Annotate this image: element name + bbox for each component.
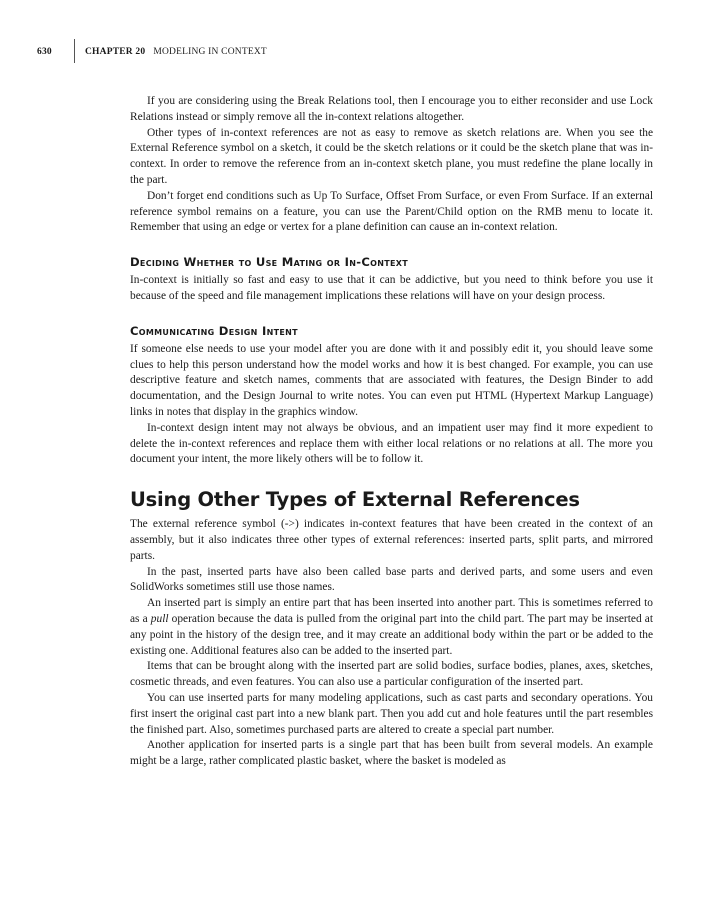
- running-header: [37, 42, 267, 62]
- paragraph-leave-clues: If someone else needs to use your model after you are done with it and possibly edit it, you should leave some clues to help this person understand how the model works and how it is best changed. For example, you can use descriptive feature and sketch names, comments that are associated with features, the Design Binder to add documentation, and the Design Journal to write notes. You can even put HTML (Hypertext Markup Language) links in notes that display in the graphics window.: [130, 342, 653, 418]
- emphasis-pull: pull: [150, 612, 169, 625]
- header-divider: [74, 39, 75, 63]
- heading-communicating-intent: Communicating Design Intent: [130, 323, 298, 338]
- text-segment: An inserted part is simply an entire part that has been inserted into another part. This is sometimes referred to as a: [130, 597, 653, 625]
- page-number: 630: [37, 47, 52, 57]
- chapter-label: CHAPTER 20: [85, 47, 146, 57]
- section-heading-external-references: Using Other Types of External References: [130, 488, 580, 512]
- paragraph-intent-obvious: In-context design intent may not always be obvious, and an impatient user may find it more expedient to delete the in-context references and replace them with either local relations or no relations at all. The more you document your intent, the more likely others will be to follow it.: [130, 421, 653, 466]
- paragraph-base-derived: In the past, inserted parts have also been called base parts and derived parts, and some users and even SolidWorks sometimes still use those names.: [130, 565, 653, 594]
- chapter-title: MODELING IN CONTEXT: [153, 47, 267, 57]
- paragraph-incontext-addictive: In-context is initially so fast and easy to use that it can be addictive, but you need to think before you use it because of the speed and file management implications these relations will have on your design process.: [130, 274, 653, 302]
- paragraph-external-symbol: The external reference symbol (->) indicates in-context features that have been created in the context of an assembly, but it also indicates three other types of external references: inserted parts, split parts, and mirrored parts.: [130, 518, 653, 562]
- paragraph-cast-parts: You can use inserted parts for many modeling applications, such as cast parts and secondary operations. You first insert the original cast part into a new blank part. Then you add cut and hole features until the part resembles the finished part. Also, sometimes purchased parts are altered to create a special part number.: [130, 691, 653, 736]
- paragraph-end-conditions: Don’t forget end conditions such as Up To Surface, Offset From Surface, or even From Surface. If an external reference symbol remains on a feature, you can use the Parent/Child option on the RMB menu to locate it. Remember that using an edge or vertex for a plane definition can cause an in-context relation.: [130, 189, 653, 234]
- heading-deciding-mating: Deciding Whether to Use Mating or In-Context: [130, 255, 408, 270]
- page-body: [130, 94, 653, 770]
- text-segment: operation because the data is pulled from the original part into the child part. The part may be inserted at any point in the history of the design tree, and it may create an additional body within the part or be added to the existing one. Additional features also can be added to the inserted part.: [130, 612, 653, 657]
- paragraph-break-relations: If you are considering using the Break Relations tool, then I encourage you to either reconsider and use Lock Relations instead or simply remove all the in-context relations altogether.: [130, 95, 653, 123]
- paragraph-inserted-part: [130, 596, 653, 659]
- paragraph-single-part: Another application for inserted parts is a single part that has been built from several models. An example might be a large, rather complicated plastic basket, where the basket is modeled as: [130, 739, 653, 768]
- paragraph-other-references: Other types of in-context references are not as easy to remove as sketch relations are. When you see the External Reference symbol on a sketch, it could be the sketch relations or it could be the sketch plane that was in-context. In order to remove the reference from an in-context sketch plane, you must redefine the plane locally in the part.: [130, 126, 653, 186]
- paragraph-inserted-items: Items that can be brought along with the inserted part are solid bodies, surface bodies, planes, axes, sketches, cosmetic threads, and even features. You can also use a particular configuration of the inserted part.: [130, 660, 653, 689]
